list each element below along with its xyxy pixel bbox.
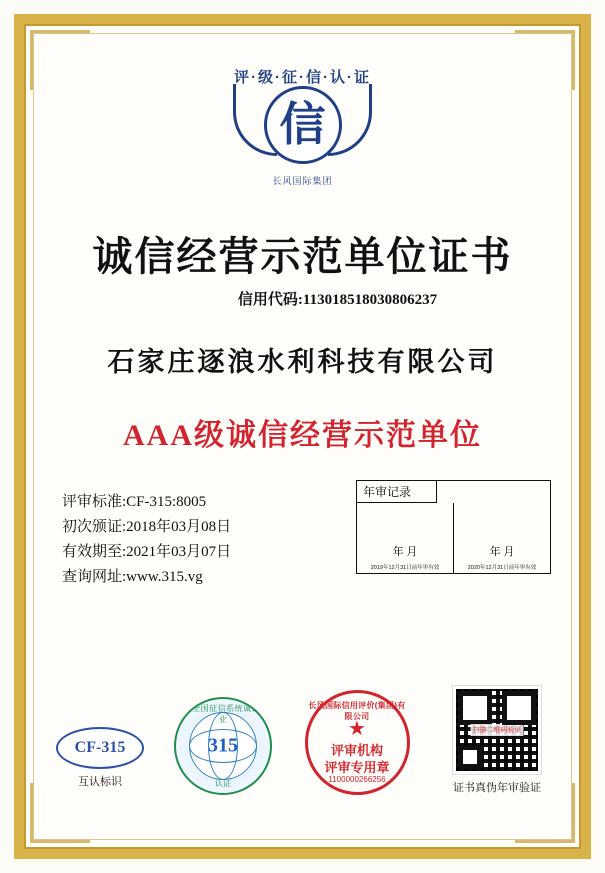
detail-standard: 评审标准:CF-315:8005 <box>62 494 207 510</box>
seals-row <box>40 683 565 813</box>
cf-mutual-recognition-seal <box>50 727 150 789</box>
emblem-area <box>40 60 565 195</box>
page-title: 诚信经营示范单位证书 <box>92 234 513 279</box>
detail-website: 查询网址:www.315.vg <box>62 569 203 585</box>
annual-review-box <box>356 480 551 574</box>
annual-review-note: 2020年12月31日前年审有效 <box>467 565 537 571</box>
annual-review-cell <box>357 503 453 573</box>
certificate-content <box>40 40 565 833</box>
qr-corner-bottom-left <box>458 745 482 769</box>
credit-code: 信用代码:113018518030806237 <box>237 292 438 308</box>
emblem-sub-text: 长风国际集团 <box>272 176 333 186</box>
annual-review-year-month: 年 月 <box>489 546 515 558</box>
globe-seal <box>168 697 278 795</box>
qr-verification-block <box>437 686 557 795</box>
emblem-center-char: 信 <box>279 99 326 150</box>
globe-icon <box>174 697 272 795</box>
annual-review-title: 年审记录 <box>357 481 437 503</box>
organization-emblem-icon <box>215 60 390 195</box>
red-seal-icon <box>305 690 410 795</box>
red-seal-top-arc-text: 长风国际信用评价(集团)有限公司 <box>308 701 406 721</box>
cf-oval-icon: CF-315 <box>56 727 144 769</box>
emblem-circle <box>264 86 342 164</box>
red-seal-line1: 评审机构 <box>330 743 383 758</box>
cf-seal-caption: 互认标识 <box>78 776 122 788</box>
annual-review-year-month: 年 月 <box>392 546 418 558</box>
red-seal-code: 1100000266256 <box>328 775 386 784</box>
globe-bottom-arc-text: 认证 <box>215 779 231 788</box>
emblem-arc-text: 评·级·征·信·认·证 <box>234 69 371 86</box>
annual-review-cell <box>453 503 550 573</box>
detail-valid-until: 有效期至:2021年03月07日 <box>62 544 232 560</box>
qr-caption: 证书真伪年审验证 <box>453 782 541 794</box>
company-name: 石家庄逐浪水利科技有限公司 <box>107 347 498 377</box>
annual-review-note: 2019年12月31日前年审有效 <box>370 565 440 571</box>
globe-center-number: 315 <box>208 734 238 757</box>
grade-label: AAA级诚信经营示范单位 <box>123 419 482 452</box>
qr-center-label: 扫描二维码验证 <box>471 724 524 736</box>
details-block <box>62 490 231 590</box>
qr-code-icon[interactable] <box>453 686 541 774</box>
annual-review-cells <box>357 503 550 573</box>
detail-first-issue: 初次颁证:2018年03月08日 <box>62 519 232 535</box>
globe-top-arc-text: 315全国征信系统诚信企业 <box>177 704 269 724</box>
red-official-seal <box>298 690 416 795</box>
star-icon: ★ <box>348 718 366 740</box>
red-seal-line2: 评审专用章 <box>324 760 390 775</box>
